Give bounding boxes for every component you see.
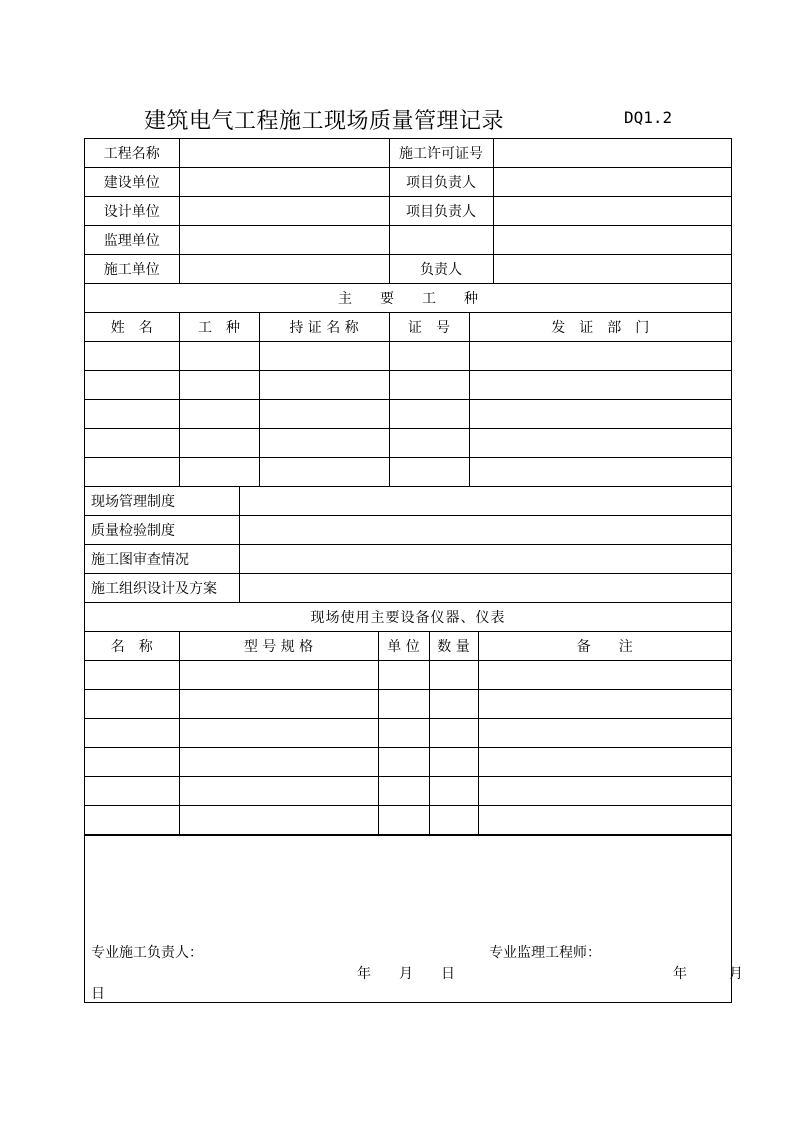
wrapped-day: 日	[91, 986, 105, 1002]
quality-inspection-field[interactable]	[239, 516, 731, 545]
col-name-header: 姓 名	[85, 313, 179, 342]
project-name-field[interactable]	[179, 139, 389, 168]
cell[interactable]	[179, 458, 259, 487]
drawing-review-label: 施工图审查情况	[85, 545, 239, 574]
table-row	[85, 458, 731, 487]
form-code: DQ1.2	[624, 108, 673, 127]
cell[interactable]	[478, 661, 731, 690]
builder-label: 建设单位	[85, 168, 179, 197]
cell[interactable]	[469, 458, 731, 487]
construction-plan-field[interactable]	[239, 574, 731, 603]
cell[interactable]	[389, 429, 469, 458]
designer-label: 设计单位	[85, 197, 179, 226]
cell[interactable]	[378, 777, 429, 806]
cell[interactable]	[378, 719, 429, 748]
table-row	[85, 719, 731, 748]
designer-head-field[interactable]	[493, 197, 731, 226]
cell[interactable]	[179, 661, 378, 690]
cell[interactable]	[429, 777, 478, 806]
equipment-section-title: 现场使用主要设备仪器、仪表	[85, 603, 731, 632]
cell[interactable]	[378, 748, 429, 777]
cell[interactable]	[85, 748, 179, 777]
col-cert-no-header: 证 号	[389, 313, 469, 342]
cell[interactable]	[469, 429, 731, 458]
cell[interactable]	[389, 371, 469, 400]
project-info-table	[85, 139, 731, 284]
designer-head-label: 项目负责人	[389, 197, 493, 226]
cell[interactable]	[85, 400, 179, 429]
cell[interactable]	[85, 777, 179, 806]
designer-field[interactable]	[179, 197, 389, 226]
supervisor-label: 监理单位	[85, 226, 179, 255]
cell[interactable]	[469, 342, 731, 371]
site-management-label: 现场管理制度	[85, 487, 239, 516]
construction-plan-label: 施工组织设计及方案	[85, 574, 239, 603]
drawing-review-field[interactable]	[239, 545, 731, 574]
cell[interactable]	[378, 661, 429, 690]
cell[interactable]	[429, 748, 478, 777]
right-date: 年 月	[673, 966, 743, 982]
cell[interactable]	[259, 400, 389, 429]
cell[interactable]	[259, 342, 389, 371]
left-date: 年 月 日	[357, 966, 455, 982]
col-unit-header: 单 位	[378, 632, 429, 661]
systems-table	[85, 487, 731, 603]
cell[interactable]	[429, 690, 478, 719]
builder-head-field[interactable]	[493, 168, 731, 197]
project-name-label: 工程名称	[85, 139, 179, 168]
cell[interactable]	[469, 371, 731, 400]
equipment-table	[85, 603, 731, 835]
builder-field[interactable]	[179, 168, 389, 197]
table-row	[85, 690, 731, 719]
cell[interactable]	[179, 719, 378, 748]
cell[interactable]	[429, 806, 478, 835]
permit-no-label: 施工许可证号	[389, 139, 493, 168]
cell[interactable]	[259, 458, 389, 487]
cell[interactable]	[429, 719, 478, 748]
construction-lead-label: 专业施工负责人：	[91, 945, 203, 961]
cell[interactable]	[259, 429, 389, 458]
supervisor-head-field[interactable]	[389, 226, 493, 255]
cell[interactable]	[85, 690, 179, 719]
cell[interactable]	[478, 806, 731, 835]
cell[interactable]	[85, 806, 179, 835]
col-cert-name-header: 持 证 名 称	[259, 313, 389, 342]
cell[interactable]	[179, 400, 259, 429]
workers-table	[85, 284, 731, 487]
site-management-field[interactable]	[239, 487, 731, 516]
cell[interactable]	[179, 748, 378, 777]
table-row	[85, 661, 731, 690]
cell[interactable]	[85, 342, 179, 371]
col-trade-header: 工 种	[179, 313, 259, 342]
builder-head-label: 项目负责人	[389, 168, 493, 197]
col-issuer-header: 发 证 部 门	[469, 313, 731, 342]
cell[interactable]	[179, 342, 259, 371]
table-row	[85, 342, 731, 371]
contractor-head-field[interactable]	[493, 255, 731, 284]
cell[interactable]	[478, 777, 731, 806]
cell[interactable]	[389, 400, 469, 429]
cell[interactable]	[179, 777, 378, 806]
quality-record-form	[84, 138, 743, 1003]
table-row	[85, 400, 731, 429]
cell[interactable]	[85, 371, 179, 400]
contractor-head-label: 负责人	[389, 255, 493, 284]
col-qty-header: 数 量	[429, 632, 478, 661]
workers-section-title: 主 要 工 种	[85, 284, 731, 313]
contractor-field[interactable]	[179, 255, 389, 284]
cell[interactable]	[389, 342, 469, 371]
table-row	[85, 429, 731, 458]
supervisor-field[interactable]	[179, 226, 389, 255]
signature-area	[85, 835, 743, 1002]
cell[interactable]	[85, 458, 179, 487]
cell[interactable]	[469, 400, 731, 429]
cell[interactable]	[478, 748, 731, 777]
cell[interactable]	[179, 371, 259, 400]
table-row	[85, 371, 731, 400]
supervisor-extra-field[interactable]	[493, 226, 731, 255]
table-row	[85, 806, 731, 835]
contractor-label: 施工单位	[85, 255, 179, 284]
cell[interactable]	[85, 661, 179, 690]
table-row	[85, 748, 731, 777]
cell[interactable]	[478, 690, 731, 719]
cell[interactable]	[389, 458, 469, 487]
permit-no-field[interactable]	[493, 139, 731, 168]
cell[interactable]	[378, 690, 429, 719]
cell[interactable]	[429, 661, 478, 690]
supervising-engineer-label: 专业监理工程师：	[489, 945, 601, 961]
cell[interactable]	[85, 719, 179, 748]
cell[interactable]	[378, 806, 429, 835]
table-row	[85, 777, 731, 806]
cell[interactable]	[179, 806, 378, 835]
col-remarks-header: 备 注	[478, 632, 731, 661]
cell[interactable]	[259, 371, 389, 400]
page-title: 建筑电气工程施工现场质量管理记录	[144, 109, 505, 134]
cell[interactable]	[179, 690, 378, 719]
cell[interactable]	[478, 719, 731, 748]
cell[interactable]	[179, 429, 259, 458]
col-equip-name-header: 名 称	[85, 632, 179, 661]
cell[interactable]	[85, 429, 179, 458]
col-model-header: 型 号 规 格	[179, 632, 378, 661]
quality-inspection-label: 质量检验制度	[85, 516, 239, 545]
